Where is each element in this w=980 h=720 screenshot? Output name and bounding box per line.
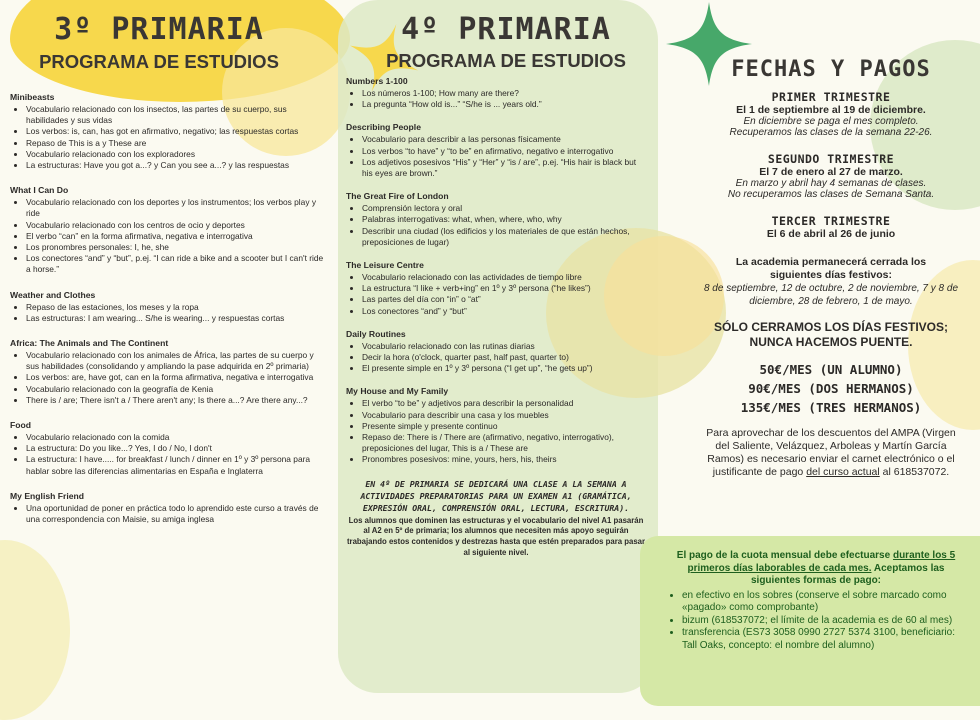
list-item: • Repaso de: There is / There are (afirmativo, negativo, interrogativo), preposiciones del lugar, This is a / These are [362, 432, 646, 454]
col2-sections [346, 76, 646, 466]
payment-deadline: durante los 5 primeros días laborables de cada mes. [687, 550, 956, 574]
ampa-info [696, 427, 966, 479]
payment-method: • bizum (618537072; el límite de la academia es de 60 al mes) [682, 615, 964, 628]
section [346, 122, 646, 179]
holidays-list: 8 de septiembre, 12 de octubre, 2 de noviembre, 7 y 8 de diciembre, 28 de febrero, 1 de mayo. [703, 283, 959, 307]
list-item: • Las partes del día con “in” o “at” [362, 294, 646, 305]
list-item: • Vocabulario para describir una casa y los muebles [362, 410, 646, 421]
section-list [346, 203, 646, 248]
section-list [346, 134, 646, 179]
list-item: • Los pronombres personales: I, he, she [26, 242, 328, 253]
list-item: • Los conectores “and” y “but” [362, 306, 646, 317]
section [10, 290, 328, 324]
section [346, 260, 646, 317]
prices [696, 360, 966, 417]
section-list [10, 503, 328, 525]
t1-note2: Recuperamos las clases de la semana 22-26. [729, 127, 933, 138]
t2-note2: No recuperamos las clases de Semana Santa. [727, 189, 935, 200]
list-item: • La estructuras: Have you got a...? y Can you see a...? y las respuestas [26, 160, 328, 171]
list-item: • La pregunta “How old is...” “S/he is ... years old.” [362, 99, 646, 110]
col3-title: FECHAS Y PAGOS [731, 57, 931, 82]
column-3-primaria [10, 10, 328, 539]
section-heading: Weather and Clothes [10, 289, 96, 300]
payment-intro-text: El pago de la cuota mensual debe efectuarse [676, 550, 893, 561]
list-item: • Repaso de This is a y These are [26, 138, 328, 149]
list-item: • El verbo “can” en la forma afirmativa, negativa e interrogativa [26, 231, 328, 242]
list-item: • La estructura: Do you like...? Yes, I do / No, I don't [26, 443, 328, 454]
section-heading: The Leisure Centre [346, 260, 424, 271]
payment-methods-list [668, 590, 964, 653]
list-item: • El presente simple en 1º y 3º persona (“I get up”, “he gets up”) [362, 363, 646, 374]
payment-method: • en efectivo en los sobres (conserve el sobre marcado como «pagado» como comprobante) [682, 590, 964, 615]
section-heading: Daily Routines [346, 328, 406, 339]
list-item: • Vocabulario relacionado con las rutinas diarias [362, 341, 646, 352]
ampa-text-end: al 618537072. [879, 466, 950, 478]
section-heading: Africa: The Animals and The Continent [10, 338, 169, 349]
t1-dates: El 1 de septiembre al 19 de diciembre. [736, 104, 926, 116]
list-item: • Palabras interrogativas: what, when, where, who, why [362, 214, 646, 225]
list-item: • Comprensión lectora y oral [362, 203, 646, 214]
list-item: • Una oportunidad de poner en práctica todo lo aprendido este curso a través de una correspondencia con Maisie, su amiga inglesa [26, 503, 328, 525]
col2-note-title: EN 4º DE PRIMARIA SE DEDICARÁ UNA CLASE A LA SEMANA A ACTIVIDADES PREPARATORIAS PARA UN EXAMEN A1 (GRAMÁTICA, EXPRESIÓN ORAL, COMPRENSIÓN ORAL, LECTURA, ESCRITURA). [360, 478, 632, 513]
list-item: • La estructura “I like + verb+ing” en 1º y 3º persona (“he likes”) [362, 283, 646, 294]
ampa-text: Para aprovechar de los descuentos del AMPA (Virgen del Saliente, Velázquez, Arboleas y Martín García Ramos) es necesario enviar el carnet electrónico o el justificante de pago [706, 427, 956, 478]
section-heading: Food [10, 420, 31, 431]
holidays-intro: La academia permanecerá cerrada los siguientes días festivos: [735, 256, 927, 281]
t2-note1: En marzo y abril hay 4 semanas de clases. [735, 178, 927, 189]
col2-title: 4º PRIMARIA [401, 12, 611, 47]
list-item: • Vocabulario relacionado con las actividades de tiempo libre [362, 272, 646, 283]
payment-intro [668, 550, 964, 588]
t2-dates: El 7 de enero al 27 de marzo. [759, 166, 903, 178]
section-list [346, 88, 646, 110]
section-heading: Minibeasts [10, 92, 55, 102]
col2-subtitle: PROGRAMA DE ESTUDIOS [386, 50, 626, 71]
list-item: • Los adjetivos posesivos “His” y “Her” y “is / are”, p.ej. “His hair is black but his eyes are brown.” [362, 157, 646, 179]
t3-title: TERCER TRIMESTRE [771, 214, 891, 228]
section-heading: My House and My Family [346, 386, 449, 397]
section [346, 191, 646, 248]
col1-sections [10, 92, 328, 525]
list-item: • Vocabulario relacionado con los deportes y los instrumentos; los verbos play y ride [26, 197, 328, 219]
section-list [10, 432, 328, 477]
list-item: • Vocabulario relacionado con la comida [26, 432, 328, 443]
list-item: • Repaso de las estaciones, los meses y la ropa [26, 302, 328, 313]
section-heading: The Great Fire of London [346, 191, 449, 202]
col2-note [346, 478, 646, 559]
t3-dates: El 6 de abril al 26 de junio [766, 228, 896, 240]
section [10, 338, 328, 406]
section-heading: My English Friend [10, 490, 85, 501]
section [346, 329, 646, 375]
list-item: • Decir la hora (o'clock, quarter past, half past, quarter to) [362, 352, 646, 363]
t1-title: PRIMER TRIMESTRE [771, 90, 891, 104]
section-list [346, 272, 646, 317]
section-list [10, 197, 328, 275]
list-item: • Vocabulario relacionado con los insectos, las partes de su cuerpo, sus habilidades y sus vidas [26, 104, 328, 126]
list-item: • Los verbos: is, can, has got en afirmativo, negativo; las respuestas cortas [26, 126, 328, 137]
list-item: • Vocabulario relacionado con los exploradores [26, 149, 328, 160]
list-item: • Presente simple y presente continuo [362, 421, 646, 432]
column-4-primaria [346, 10, 646, 559]
t2-title: SEGUNDO TRIMESTRE [767, 152, 895, 166]
closing-line1: SÓLO CERRAMOS LOS DÍAS FESTIVOS; [713, 320, 949, 334]
list-item: • Los verbos “to have” y “to be” en afirmativo, negativo e interrogativo [362, 146, 646, 157]
list-item: • Pronombres posesivos: mine, yours, hers, his, theirs [362, 454, 646, 465]
section-heading: Numbers 1-100 [346, 76, 408, 86]
section [10, 92, 328, 171]
section [10, 185, 328, 275]
payment-intro-end: Aceptamos las siguientes formas de pago: [750, 562, 945, 586]
list-item: • La estructura: I have..... for breakfast / lunch / dinner en 1º y 3º persona para hablar sobre las diferencias alimentarias en España e Inglaterra [26, 454, 328, 476]
col2-note-body: Los alumnos que dominen las estructuras y el vocabulario del nivel A1 pasarán al A2 en 5º de primaria; los alumnos que necesiten más apoyo seguirán trabajando estos contenidos y destrezas hasta que estén preparados para pasar al siguiente nivel. [346, 515, 646, 558]
payment-box [668, 550, 964, 652]
col1-title: 3º PRIMARIA [54, 12, 264, 47]
column-fechas-pagos [696, 52, 966, 479]
list-item: • There is / are; There isn't a / There aren't any; Is there a...? Are there any...? [26, 395, 328, 406]
list-item: • Vocabulario relacionado con los animales de África, las partes de su cuerpo y sus habilidades (consolidando y ampliando la pase adquirida en 2º primaria) [26, 350, 328, 372]
list-item: • Describir una ciudad (los edificios y los materiales de que están hechos, preposiciones de lugar) [362, 226, 646, 248]
price-three-siblings: 135€/MES (TRES HERMANOS) [740, 400, 922, 415]
list-item: • Vocabulario para describir a las personas físicamente [362, 134, 646, 145]
section [10, 420, 328, 477]
section-list [10, 350, 328, 406]
list-item: • Los conectores “and” y “but”, p.ej. “I can ride a bike and a scooter but I can't ride a horse.” [26, 253, 328, 275]
section [346, 386, 646, 465]
section-list [10, 104, 328, 171]
list-item: • Los números 1-100; How many are there? [362, 88, 646, 99]
section-list [10, 302, 328, 324]
section-list [346, 341, 646, 375]
closing-line2: NUNCA HACEMOS PUENTE. [749, 335, 913, 349]
list-item: • Las estructuras: I am wearing... S/he is wearing... y respuestas cortas [26, 313, 328, 324]
col1-subtitle: PROGRAMA DE ESTUDIOS [39, 51, 279, 72]
list-item: • Vocabulario relacionado con la geografía de Kenia [26, 384, 328, 395]
price-one-student: 50€/MES (UN ALUMNO) [759, 362, 903, 377]
price-two-siblings: 90€/MES (DOS HERMANOS) [748, 381, 914, 396]
payment-method: • transferencia (ES73 3058 0990 2727 5374 3100, beneficiario: Tall Oaks, concepto: el nombre del alumno) [682, 627, 964, 652]
ampa-link: del curso actual [806, 466, 880, 478]
list-item: • El verbo “to be” y adjetivos para describir la personalidad [362, 398, 646, 409]
section-list [346, 398, 646, 465]
section-heading: What I Can Do [10, 185, 69, 196]
yellow-circle-left-bottom [0, 540, 70, 720]
list-item: • Los verbos: are, have got, can en la forma afirmativa, negativa e interrogativa [26, 372, 328, 383]
list-item: • Vocabulario relacionado con los centros de ocio y deportes [26, 220, 328, 231]
t1-note1: En diciembre se paga el mes completo. [743, 116, 919, 127]
section [346, 76, 646, 110]
section [10, 491, 328, 525]
section-heading: Describing People [346, 122, 421, 133]
